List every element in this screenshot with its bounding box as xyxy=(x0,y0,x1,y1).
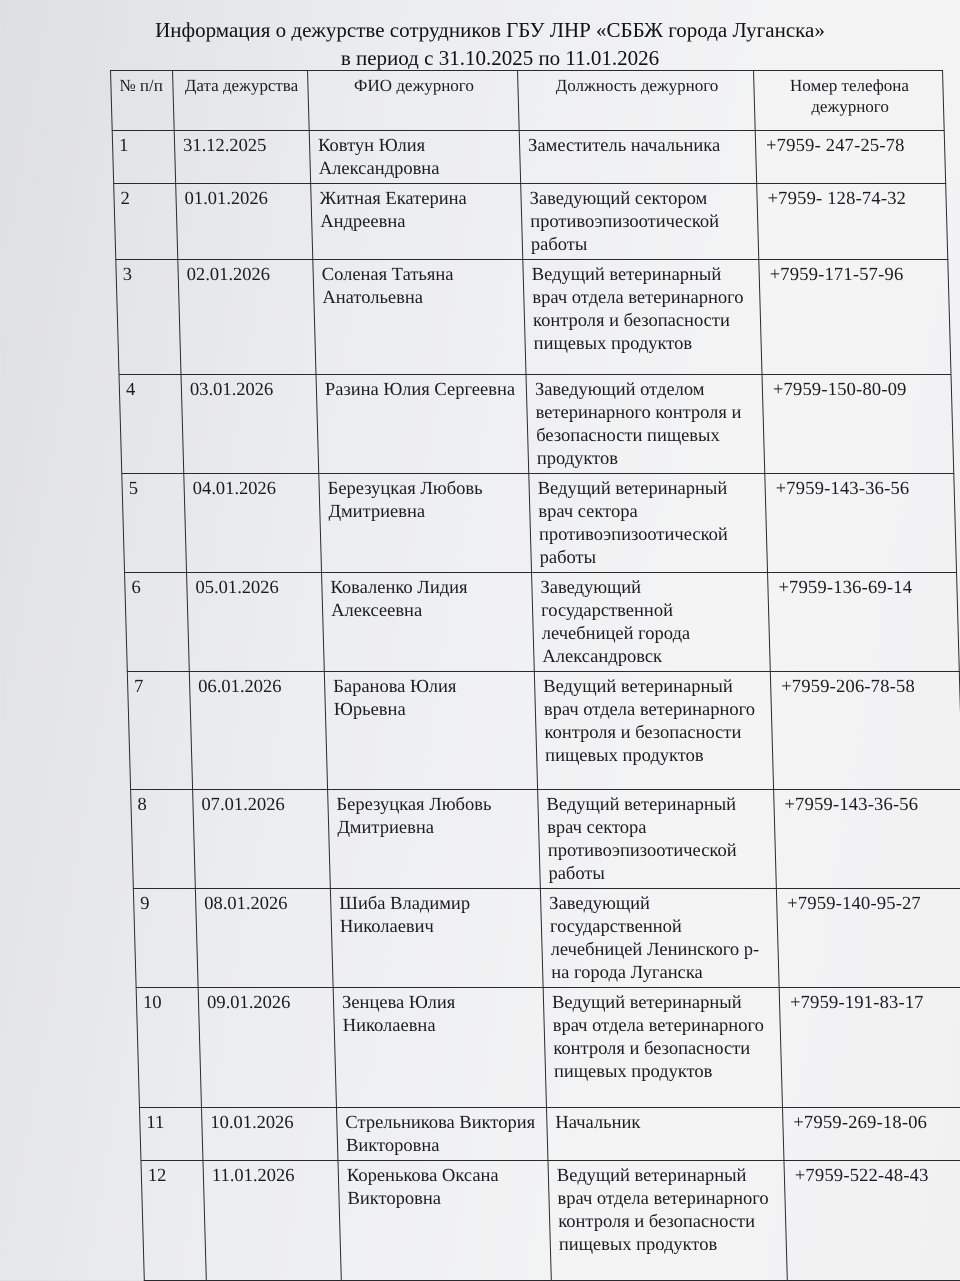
cell-phone: +7959-269-18-06 xyxy=(782,1108,960,1161)
cell-date: 07.01.2026 xyxy=(193,790,331,889)
cell-name: Баранова Юлия Юрьевна xyxy=(324,672,537,790)
cell-phone: +7959-150-80-09 xyxy=(762,375,954,474)
header-name: ФИО дежурного xyxy=(308,71,520,131)
table-row xyxy=(141,1161,960,1281)
cell-date: 01.01.2026 xyxy=(176,184,313,260)
table-row xyxy=(122,474,957,573)
cell-name: Березуцкая Любовь Дмитриевна xyxy=(319,474,532,573)
cell-phone: +7959-143-36-56 xyxy=(765,474,957,573)
cell-name: Разина Юлия Сергеевна xyxy=(316,375,529,474)
cell-position: Ведущий ветеринарный врач сектора противоэпизоотической работы xyxy=(529,474,768,573)
cell-num: 11 xyxy=(139,1108,202,1161)
cell-date: 04.01.2026 xyxy=(184,474,322,573)
cell-name: Житная Екатерина Андреевна xyxy=(311,184,523,260)
cell-position: Заведующий сектором противоэпизоотической работы xyxy=(521,184,759,260)
header-date: Дата дежурства xyxy=(173,71,310,131)
table-row xyxy=(133,889,960,988)
header-phone: Номер телефона дежурного xyxy=(754,71,945,131)
header-num: № п/п xyxy=(111,71,175,131)
cell-position: Ведущий ветеринарный врач отдела ветеринарного контроля и безопасности пищевых продуктов xyxy=(548,1161,787,1281)
cell-name: Березуцкая Любовь Дмитриевна xyxy=(328,790,541,889)
table-row xyxy=(125,573,960,672)
cell-position: Заведующий отделом ветеринарного контроля и безопасности пищевых продуктов xyxy=(526,375,765,474)
cell-position: Ведущий ветеринарный врач отдела ветеринарного контроля и безопасности пищевых продуктов xyxy=(523,260,762,375)
cell-date: 11.01.2026 xyxy=(203,1161,341,1281)
table-header-row xyxy=(111,71,945,131)
cell-num: 4 xyxy=(119,375,184,474)
duty-schedule-table xyxy=(110,70,960,1281)
cell-position: Заведующий государственной лечебницей города Александровск xyxy=(532,573,771,672)
table-row xyxy=(112,131,945,184)
cell-num: 1 xyxy=(112,131,175,184)
cell-phone: +7959- 247-25-78 xyxy=(755,131,945,184)
cell-num: 6 xyxy=(125,573,190,672)
cell-position: Начальник xyxy=(546,1108,783,1161)
cell-position: Ведущий ветеринарный врач отдела ветеринарного контроля и безопасности пищевых продуктов xyxy=(543,988,782,1108)
cell-phone: +7959-171-57-96 xyxy=(759,260,951,375)
cell-num: 7 xyxy=(127,672,192,790)
cell-name: Шиба Владимир Николаевич xyxy=(330,889,543,988)
cell-num: 5 xyxy=(122,474,187,573)
cell-num: 3 xyxy=(116,260,181,375)
cell-name: Стрельникова Виктория Викторовна xyxy=(336,1108,547,1161)
header-position: Должность дежурного xyxy=(518,71,756,131)
cell-position: Заместитель начальника xyxy=(519,131,756,184)
cell-date: 08.01.2026 xyxy=(195,889,333,988)
cell-date: 10.01.2026 xyxy=(201,1108,337,1161)
table-row xyxy=(114,184,948,260)
table-row xyxy=(127,672,960,790)
cell-name: Соленая Татьяна Анатольевна xyxy=(313,260,526,375)
cell-date: 02.01.2026 xyxy=(178,260,316,375)
cell-num: 10 xyxy=(136,988,201,1108)
cell-position: Ведущий ветеринарный врач отдела ветеринарного контроля и безопасности пищевых продуктов xyxy=(534,672,773,790)
cell-phone: +7959- 128-74-32 xyxy=(757,184,948,260)
cell-date: 03.01.2026 xyxy=(181,375,319,474)
cell-name: Коренькова Оксана Викторовна xyxy=(338,1161,551,1281)
cell-num: 2 xyxy=(114,184,178,260)
table-row xyxy=(116,260,951,375)
cell-position: Заведующий государственной лечебницей Ленинского р-на города Луганска xyxy=(540,889,779,988)
table-row xyxy=(119,375,954,474)
cell-phone: +7959-143-36-56 xyxy=(774,790,960,889)
cell-phone: +7959-206-78-58 xyxy=(770,672,960,790)
cell-date: 09.01.2026 xyxy=(198,988,336,1108)
cell-phone: +7959-140-95-27 xyxy=(776,889,960,988)
document-title: Информация о дежурстве сотрудников ГБУ ЛНР «СББЖ города Луганска» xyxy=(155,18,825,42)
cell-date: 06.01.2026 xyxy=(189,672,327,790)
table-row xyxy=(131,790,960,889)
cell-num: 8 xyxy=(131,790,196,889)
cell-date: 31.12.2025 xyxy=(174,131,310,184)
cell-position: Ведущий ветеринарный врач сектора противоэпизоотической работы xyxy=(538,790,777,889)
table-row xyxy=(136,988,960,1108)
cell-name: Ковтун Юлия Александровна xyxy=(309,131,520,184)
cell-phone: +7959-136-69-14 xyxy=(768,573,960,672)
cell-num: 9 xyxy=(133,889,198,988)
cell-phone: +7959-191-83-17 xyxy=(779,988,960,1108)
cell-phone: +7959-522-48-43 xyxy=(784,1161,960,1281)
cell-name: Коваленко Лидия Алексеевна xyxy=(322,573,535,672)
cell-date: 05.01.2026 xyxy=(187,573,325,672)
table-row xyxy=(139,1108,960,1161)
document-subtitle-period: в период с 31.10.2025 по 11.01.2026 xyxy=(340,46,660,70)
cell-num: 12 xyxy=(141,1161,206,1281)
cell-name: Зенцева Юлия Николаевна xyxy=(333,988,546,1108)
